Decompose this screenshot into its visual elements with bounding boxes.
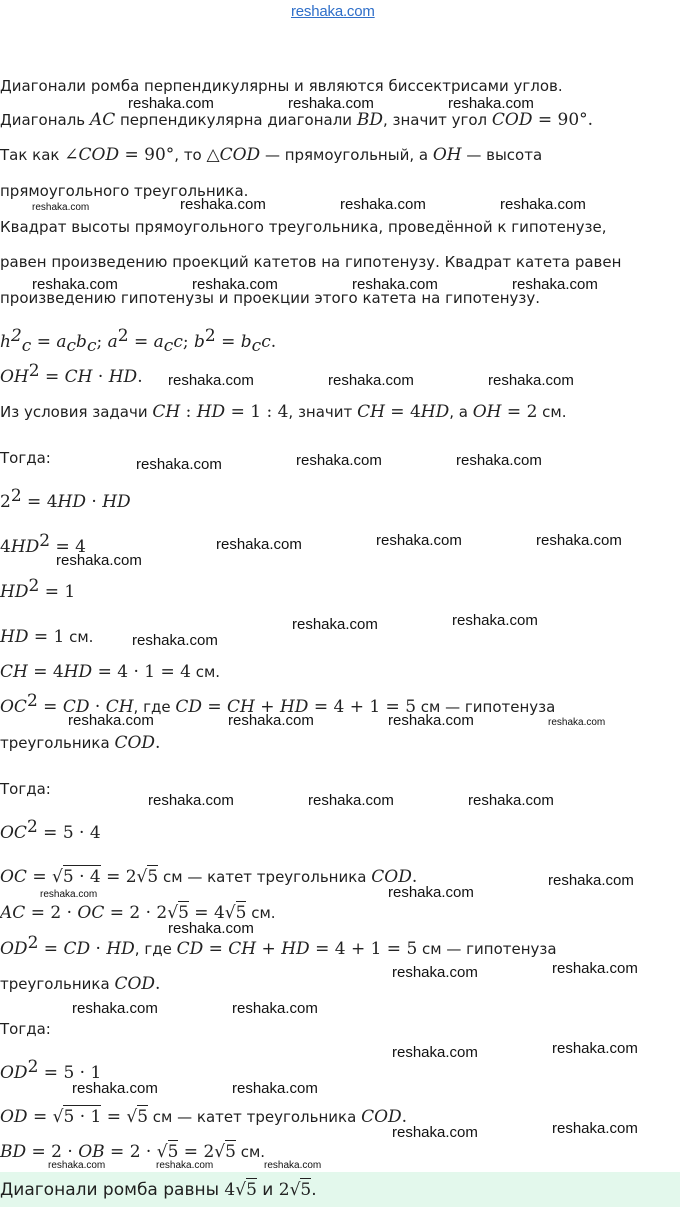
text-line: Тогда: bbox=[0, 449, 51, 467]
text-line: Диагональ AC перпендикулярна диагонали BD, значит угол COD = 90°. bbox=[0, 110, 594, 130]
text-line: треугольника COD. bbox=[0, 974, 161, 994]
watermark: reshaka.com bbox=[388, 712, 474, 729]
formula-line: AC = 2 · OC = 2 · 2√5 = 4√5 см. bbox=[0, 903, 276, 923]
watermark: reshaka.com bbox=[148, 792, 234, 809]
watermark: reshaka.com bbox=[68, 712, 154, 729]
watermark: reshaka.com bbox=[232, 1080, 318, 1097]
watermark: reshaka.com bbox=[552, 1120, 638, 1137]
watermark: reshaka.com bbox=[340, 196, 426, 213]
watermark: reshaka.com bbox=[128, 95, 214, 112]
watermark: reshaka.com bbox=[328, 372, 414, 389]
formula-line: $h^2_c = a_cb_c$; $a^2 = a_cc$; $b^2 = b_cc$. bbox=[0, 326, 277, 356]
answer-text: Диагонали ромба равны 4√5 и 2√5. bbox=[0, 1180, 317, 1200]
watermark: reshaka.com bbox=[168, 372, 254, 389]
watermark: reshaka.com bbox=[376, 532, 462, 549]
watermark: reshaka.com bbox=[216, 536, 302, 553]
watermark: reshaka.com bbox=[40, 889, 98, 900]
watermark: reshaka.com bbox=[56, 552, 142, 569]
text-line: Диагонали ромба перпендикулярны и являются биссектрисами углов. bbox=[0, 77, 563, 95]
watermark: reshaka.com bbox=[192, 276, 278, 293]
watermark: reshaka.com bbox=[548, 872, 634, 889]
text-line: Из условия задачи CH : HD = 1 : 4, значит CH = 4HD, а OH = 2 см. bbox=[0, 402, 567, 422]
text-line: произведению гипотенузы и проекции этого катета на гипотенузу. bbox=[0, 289, 541, 307]
text-line: Тогда: bbox=[0, 780, 51, 798]
formula-line: OC = √5 · 4 = 2√5 см — катет треугольника COD. bbox=[0, 867, 418, 887]
formula-line: $OD^2$ = CD · HD, где CD = CH + HD = 4 + 1 = 5 см — гипотенуза bbox=[0, 933, 557, 959]
watermark: reshaka.com bbox=[392, 1044, 478, 1061]
text-line: треугольника COD. bbox=[0, 733, 161, 753]
watermark: reshaka.com bbox=[228, 712, 314, 729]
text-line: равен произведению проекций катетов на гипотенузу. Квадрат катета равен bbox=[0, 253, 622, 271]
watermark: reshaka.com bbox=[72, 1080, 158, 1097]
watermark: reshaka.com bbox=[552, 960, 638, 977]
formula-line: OD = √5 · 1 = √5 см — катет треугольника COD. bbox=[0, 1107, 408, 1127]
watermark: reshaka.com bbox=[296, 452, 382, 469]
watermark: reshaka.com bbox=[32, 276, 118, 293]
watermark: reshaka.com bbox=[488, 372, 574, 389]
formula-line: $OC^2$ = CD · CH, где CD = CH + HD = 4 + 1 = 5 см — гипотенуза bbox=[0, 691, 556, 717]
watermark: reshaka.com bbox=[180, 196, 266, 213]
formula-line: $HD^2 = 1$ bbox=[0, 576, 76, 602]
formula-line: $OC^2 = 5 \cdot 4$ bbox=[0, 817, 101, 843]
formula-line: $OH^2$ = CH · HD. bbox=[0, 361, 143, 387]
watermark: reshaka.com bbox=[392, 964, 478, 981]
watermark: reshaka.com bbox=[308, 792, 394, 809]
watermark: reshaka.com bbox=[536, 532, 622, 549]
site-link[interactable]: reshaka.com bbox=[291, 3, 375, 20]
watermark: reshaka.com bbox=[512, 276, 598, 293]
watermark: reshaka.com bbox=[552, 1040, 638, 1057]
watermark: reshaka.com bbox=[500, 196, 586, 213]
watermark: reshaka.com bbox=[156, 1160, 214, 1171]
watermark: reshaka.com bbox=[264, 1160, 322, 1171]
watermark: reshaka.com bbox=[292, 616, 378, 633]
formula-line: $OD^2 = 5 \cdot 1$ bbox=[0, 1057, 102, 1083]
watermark: reshaka.com bbox=[72, 1000, 158, 1017]
watermark: reshaka.com bbox=[388, 884, 474, 901]
watermark: reshaka.com bbox=[456, 452, 542, 469]
watermark: reshaka.com bbox=[468, 792, 554, 809]
formula-line: CH = 4HD = 4 · 1 = 4 см. bbox=[0, 662, 221, 682]
watermark: reshaka.com bbox=[32, 202, 90, 213]
text-line: Квадрат высоты прямоугольного треугольника, проведённой к гипотенузе, bbox=[0, 218, 607, 236]
watermark: reshaka.com bbox=[136, 456, 222, 473]
watermark: reshaka.com bbox=[48, 1160, 106, 1171]
text-line: Так как ∠COD = 90°, то △COD — прямоугольный, а OH — высота bbox=[0, 145, 543, 165]
watermark: reshaka.com bbox=[548, 717, 606, 728]
text-line: Тогда: bbox=[0, 1020, 51, 1038]
formula-line: BD = 2 · OB = 2 · √5 = 2√5 см. bbox=[0, 1142, 266, 1162]
answer-banner bbox=[0, 1172, 680, 1207]
formula-line: HD = 1 см. bbox=[0, 627, 94, 647]
formula-line: $4HD^2 = 4$ bbox=[0, 531, 86, 557]
watermark: reshaka.com bbox=[452, 612, 538, 629]
watermark: reshaka.com bbox=[288, 95, 374, 112]
watermark: reshaka.com bbox=[392, 1124, 478, 1141]
text-line: прямоугольного треугольника. bbox=[0, 182, 249, 200]
formula-line: $2^2 = 4HD$ · HD bbox=[0, 486, 131, 512]
watermark: reshaka.com bbox=[132, 632, 218, 649]
watermark: reshaka.com bbox=[232, 1000, 318, 1017]
watermark: reshaka.com bbox=[352, 276, 438, 293]
watermark: reshaka.com bbox=[448, 95, 534, 112]
watermark: reshaka.com bbox=[168, 920, 254, 937]
